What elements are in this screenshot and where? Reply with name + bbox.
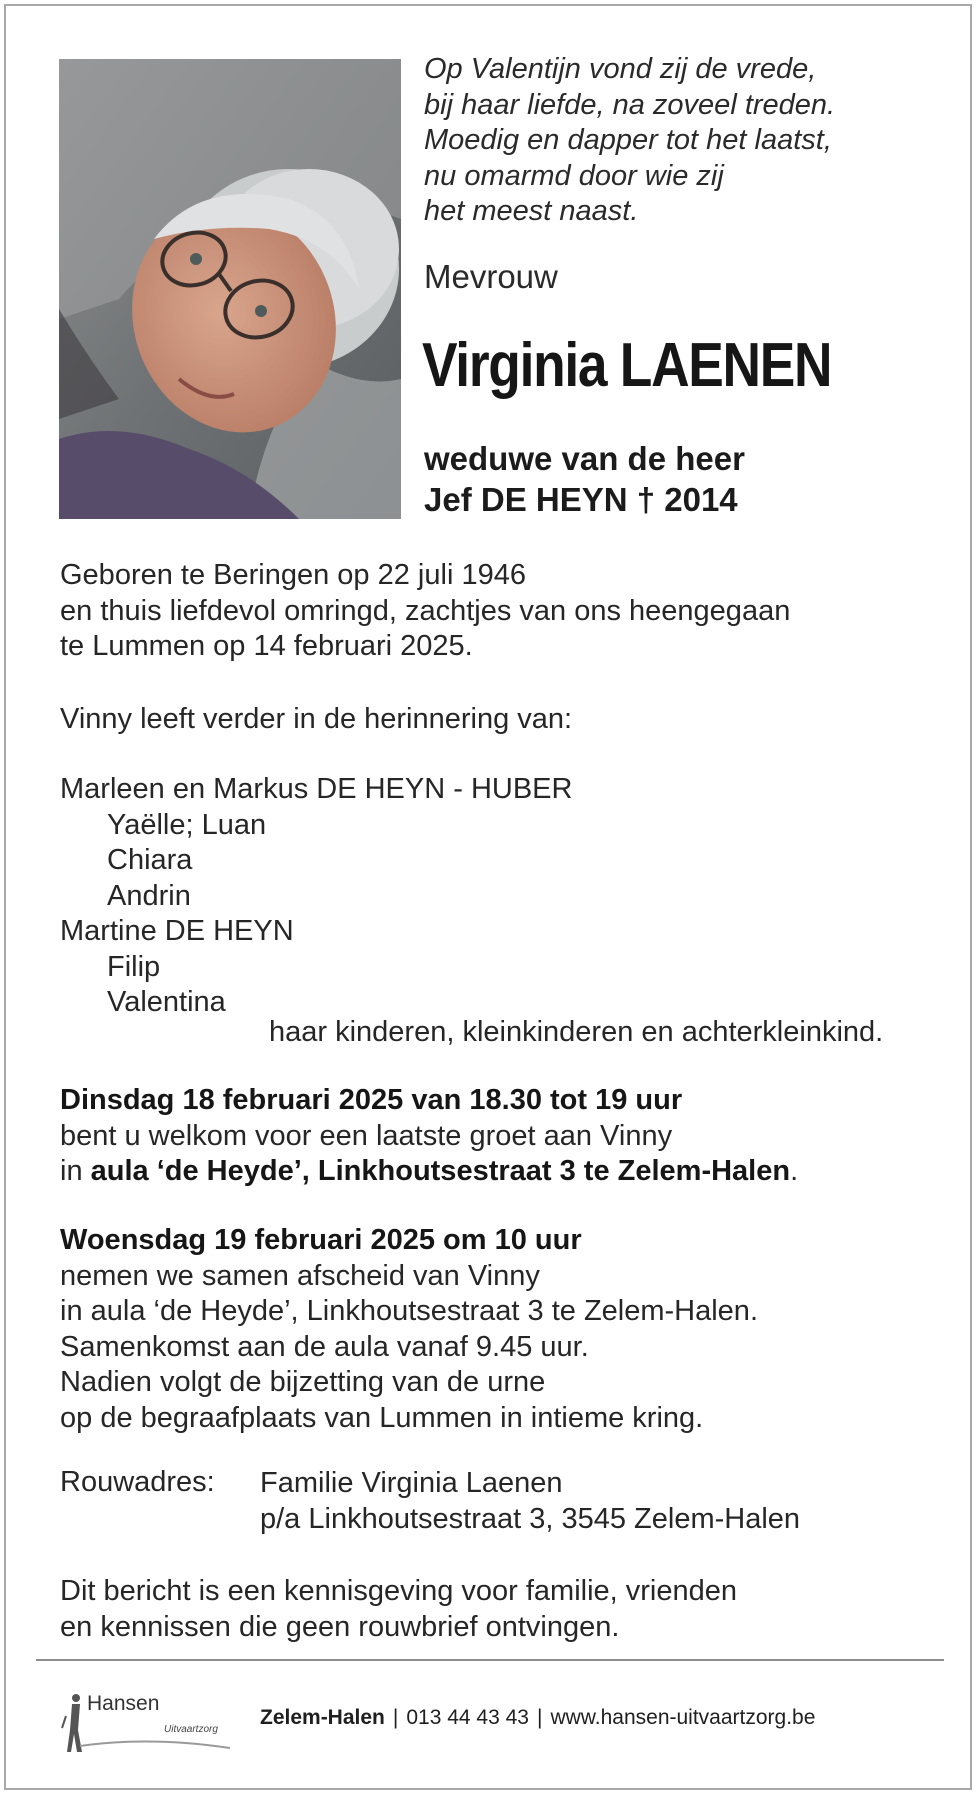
family-list: [60, 772, 572, 1021]
birth-line: te Lummen op 14 februari 2025.: [60, 630, 473, 662]
visitation-location: [60, 1154, 798, 1190]
widow-line: weduwe van de heer: [424, 440, 745, 477]
farewell-line: in aula ‘de Heyde’, Linkhoutsestraat 3 te Zelem-Halen.: [60, 1295, 758, 1327]
visitation-prefix: in: [60, 1155, 91, 1187]
birth-death-info: [60, 558, 790, 665]
grandchild: Chiara: [107, 844, 193, 876]
visitation-info: [60, 1083, 798, 1190]
grandchild: Andrin: [107, 879, 191, 912]
footer-contact: [260, 1706, 815, 1730]
farewell-info: [60, 1223, 758, 1436]
address-line: p/a Linkhoutsestraat 3, 3545 Zelem-Halen: [260, 1502, 801, 1535]
visitation-venue: aula ‘de Heyde’, Linkhoutsestraat 3 te Zelem-Halen: [90, 1155, 791, 1187]
poem-line: Moedig en dapper tot het laatst,: [424, 124, 832, 156]
footer-website[interactable]: www.hansen-uitvaartzorg.be: [550, 1706, 816, 1729]
footer-separator: |: [392, 1706, 399, 1729]
address-label: Rouwadres:: [60, 1466, 215, 1498]
widow-of: [424, 438, 745, 520]
birth-line: en thuis liefdevol omringd, zachtjes van ons heengegaan: [60, 594, 791, 627]
portrait-photo: [59, 59, 401, 519]
grandchild: Valentina: [107, 986, 226, 1018]
poem: [424, 52, 835, 230]
farewell-line: Nadien volgt de bijzetting van de urne: [60, 1366, 546, 1398]
footer-divider: [36, 1659, 944, 1661]
mourning-address: [260, 1466, 800, 1537]
logo-name: Hansen: [87, 1692, 160, 1715]
visitation-heading: Dinsdag 18 februari 2025 van 18.30 tot 19 uur: [60, 1084, 683, 1116]
grandchild: Filip: [107, 950, 161, 983]
widow-line: Jef DE HEYN † 2014: [424, 481, 738, 518]
grandchild: Yaëlle; Luan: [107, 808, 267, 841]
family-member: Marleen en Markus DE HEYN - HUBER: [60, 773, 573, 805]
notice-text: [60, 1574, 737, 1645]
notice-line: en kennissen die geen rouwbrief ontvingen.: [60, 1610, 620, 1643]
funeral-home-logo: [58, 1690, 238, 1756]
notice-line: Dit bericht is een kennisgeving voor familie, vrienden: [60, 1575, 738, 1607]
poem-line: bij haar liefde, na zoveel treden.: [424, 88, 836, 121]
address-line: Familie Virginia Laenen: [260, 1467, 563, 1499]
poem-line: Op Valentijn vond zij de vrede,: [424, 53, 817, 85]
deceased-name: Virginia LAENEN: [422, 331, 832, 400]
poem-line: het meest naast.: [424, 195, 639, 227]
farewell-line: Samenkomst aan de aula vanaf 9.45 uur.: [60, 1330, 589, 1363]
memory-intro: Vinny leeft verder in de herinnering van:: [60, 703, 573, 735]
birth-line: Geboren te Beringen op 22 juli 1946: [60, 559, 526, 591]
family-member: Martine DE HEYN: [60, 915, 294, 947]
poem-line: nu omarmd door wie zij: [424, 159, 724, 192]
salutation: Mevrouw: [424, 258, 558, 295]
logo-swoosh-icon: [80, 1732, 230, 1752]
visitation-line: bent u welkom voor een laatste groet aan Vinny: [60, 1119, 673, 1152]
footer-separator: |: [536, 1706, 543, 1729]
farewell-heading: Woensdag 19 februari 2025 om 10 uur: [60, 1224, 582, 1256]
farewell-line: nemen we samen afscheid van Vinny: [60, 1259, 540, 1292]
farewell-line: op de begraafplaats van Lummen in intieme kring.: [60, 1401, 704, 1434]
logo-subtitle: Uitvaartzorg: [164, 1724, 218, 1735]
footer-city: Zelem-Halen: [260, 1706, 385, 1729]
family-relation: haar kinderen, kleinkinderen en achterkleinkind.: [269, 1016, 884, 1048]
visitation-suffix: .: [790, 1155, 799, 1187]
footer-phone: 013 44 43 43: [406, 1706, 529, 1729]
